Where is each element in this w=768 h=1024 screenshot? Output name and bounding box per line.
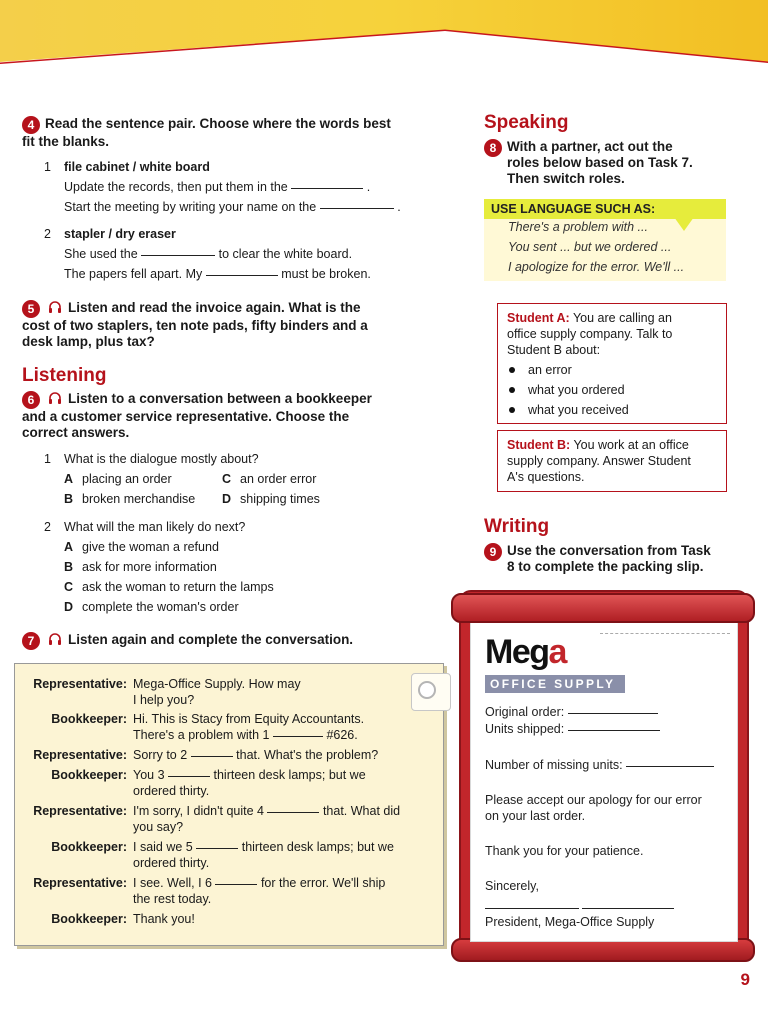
conversation-line: Representative: I see. Well, I 6 for the error. We'll ship the rest today.	[33, 876, 386, 906]
list-item: what you ordered	[507, 382, 717, 398]
task-5-heading: 5 Listen and read the invoice again. What is the cost of two staplers, ten note pads, fifty binders and a desk lamp, plus tax?	[22, 300, 368, 349]
task-8-badge: 8	[484, 139, 502, 157]
speaking-section	[484, 112, 744, 187]
conversation-line: Representative: Sorry to 2 that. What's the problem?	[33, 748, 379, 762]
sentence: The papers fell apart. My must be broken.	[64, 267, 371, 281]
answer-blank[interactable]	[320, 208, 394, 209]
headphones-icon	[48, 300, 62, 314]
mega-logo: Mega	[485, 633, 566, 671]
task-6-badge: 6	[22, 391, 40, 409]
left-column	[22, 116, 452, 650]
choice-b[interactable]: B ask for more information	[64, 560, 217, 574]
apology-text: Please accept our apology for our error on your last order.	[485, 793, 702, 823]
choice-d[interactable]: D complete the woman's order	[64, 600, 239, 614]
phrase: I apologize for the error. We'll ...	[508, 260, 685, 274]
headphones-icon	[48, 632, 62, 646]
conversation-line: Bookkeeper: Thank you!	[51, 912, 195, 926]
task-4-badge: 4	[22, 116, 40, 134]
choice-c[interactable]: C ask the woman to return the lamps	[64, 580, 274, 594]
signature-line[interactable]	[485, 899, 674, 915]
units-shipped-field: Units shipped:	[485, 721, 660, 737]
answer-blank[interactable]	[141, 255, 215, 256]
phrase: You sent ... but we ordered ...	[508, 240, 672, 254]
sentence: She used the to clear the white board.	[64, 247, 353, 261]
top-banner	[0, 0, 768, 70]
sentence: Start the meeting by writing your name on the .	[64, 200, 401, 214]
phrase: There's a problem with ...	[508, 220, 648, 234]
task-5-badge: 5	[22, 300, 40, 318]
answer-blank[interactable]	[206, 275, 278, 276]
answer-blank[interactable]	[291, 188, 363, 189]
choice-c[interactable]: C an order error	[222, 472, 317, 486]
task-8-heading: 8 With a partner, act out the roles below based on Task 7. Then switch roles.	[484, 139, 744, 187]
task-6-heading: 6 Listen to a conversation between a bookkeeper and a customer service representative. Choose the correct answers.	[22, 391, 372, 440]
writing-title: Writing	[484, 516, 550, 537]
answer-blank[interactable]	[191, 756, 233, 757]
student-a-box: Student A: You are calling an office supply company. Talk to Student B about: an error what you ordered what you received	[497, 303, 727, 424]
student-b-box: Student B: You work at an office supply company. Answer Student A's questions.	[497, 430, 727, 492]
choice-a[interactable]: A give the woman a refund	[64, 540, 219, 554]
signature-title: President, Mega-Office Supply	[485, 915, 655, 929]
listening-title: Listening	[22, 365, 107, 386]
question-text: What will the man likely do next?	[64, 520, 246, 534]
divider	[600, 633, 730, 634]
office-supply-bar: OFFICE SUPPLY	[485, 675, 625, 693]
list-item: what you received	[507, 402, 717, 418]
answer-blank[interactable]	[215, 884, 257, 885]
answer-blank[interactable]	[196, 848, 238, 849]
task-4-item-1: 1 file cabinet / white board Update the records, then put them in the . Start the meeting by writing your name on the .	[22, 157, 452, 217]
task-9-heading: 9 Use the conversation from Task 8 to complete the packing slip.	[484, 543, 744, 575]
conversation-panel	[14, 663, 444, 946]
task-7-heading: 7 Listen again and complete the conversation.	[22, 632, 452, 650]
conversation-line: Representative: Mega-Office Supply. How may I help you?	[33, 677, 301, 707]
use-language-box	[484, 199, 726, 281]
writing-section	[484, 516, 744, 575]
list-item: an error	[507, 362, 717, 378]
word-pair: file cabinet / white board	[64, 160, 210, 174]
answer-blank[interactable]	[168, 776, 210, 777]
answer-blank[interactable]	[568, 730, 660, 731]
conversation-line: Bookkeeper: I said we 5 thirteen desk lamps; but we ordered thirty.	[51, 840, 394, 870]
answer-blank[interactable]	[267, 812, 319, 813]
choice-b[interactable]: B broken merchandise	[64, 492, 196, 506]
task-4-heading: 4 Read the sentence pair. Choose where the words best fit the blanks.	[22, 116, 391, 149]
task-9-badge: 9	[484, 543, 502, 561]
question-text: What is the dialogue mostly about?	[64, 452, 259, 466]
missing-units-field: Number of missing units:	[485, 757, 714, 773]
answer-blank[interactable]	[568, 713, 658, 714]
answer-blank[interactable]	[273, 736, 323, 737]
page-number: 9	[740, 970, 750, 989]
conversation-line: Bookkeeper: Hi. This is Stacy from Equity Accountants. There's a problem with 1 #626.	[51, 712, 365, 742]
answer-blank[interactable]	[626, 766, 714, 767]
sincerely-text: Sincerely,	[485, 879, 539, 893]
callout-pointer	[674, 217, 694, 231]
headphones-icon	[48, 391, 62, 405]
word-pair: stapler / dry eraser	[64, 227, 176, 241]
task-7-badge: 7	[22, 632, 40, 650]
task-6-question-1: 1 What is the dialogue mostly about? A placing an order C an order error B broken merchandise D shipping times	[22, 449, 452, 509]
conversation-line: Representative: I'm sorry, I didn't quite 4 that. What did you say?	[33, 804, 401, 834]
task-6-question-2: 2 What will the man likely do next? A give the woman a refund B ask for more information C ask the woman to return the lamps D complete the woman's order	[22, 517, 452, 617]
choice-d[interactable]: D shipping times	[222, 492, 320, 506]
speaking-title: Speaking	[484, 112, 569, 133]
task-4-item-2: 2 stapler / dry eraser She used the to clear the white board. The papers fell apart. My must be broken.	[22, 224, 452, 284]
thanks-text: Thank you for your patience.	[485, 844, 644, 858]
clipboard-top-bar	[451, 593, 755, 623]
original-order-field: Original order:	[485, 704, 658, 720]
choice-a[interactable]: A placing an order	[64, 472, 172, 486]
conversation-line: Bookkeeper: You 3 thirteen desk lamps; but we ordered thirty.	[51, 768, 366, 798]
sentence: Update the records, then put them in the .	[64, 180, 371, 194]
use-language-label: USE LANGUAGE SUCH AS:	[484, 199, 726, 219]
